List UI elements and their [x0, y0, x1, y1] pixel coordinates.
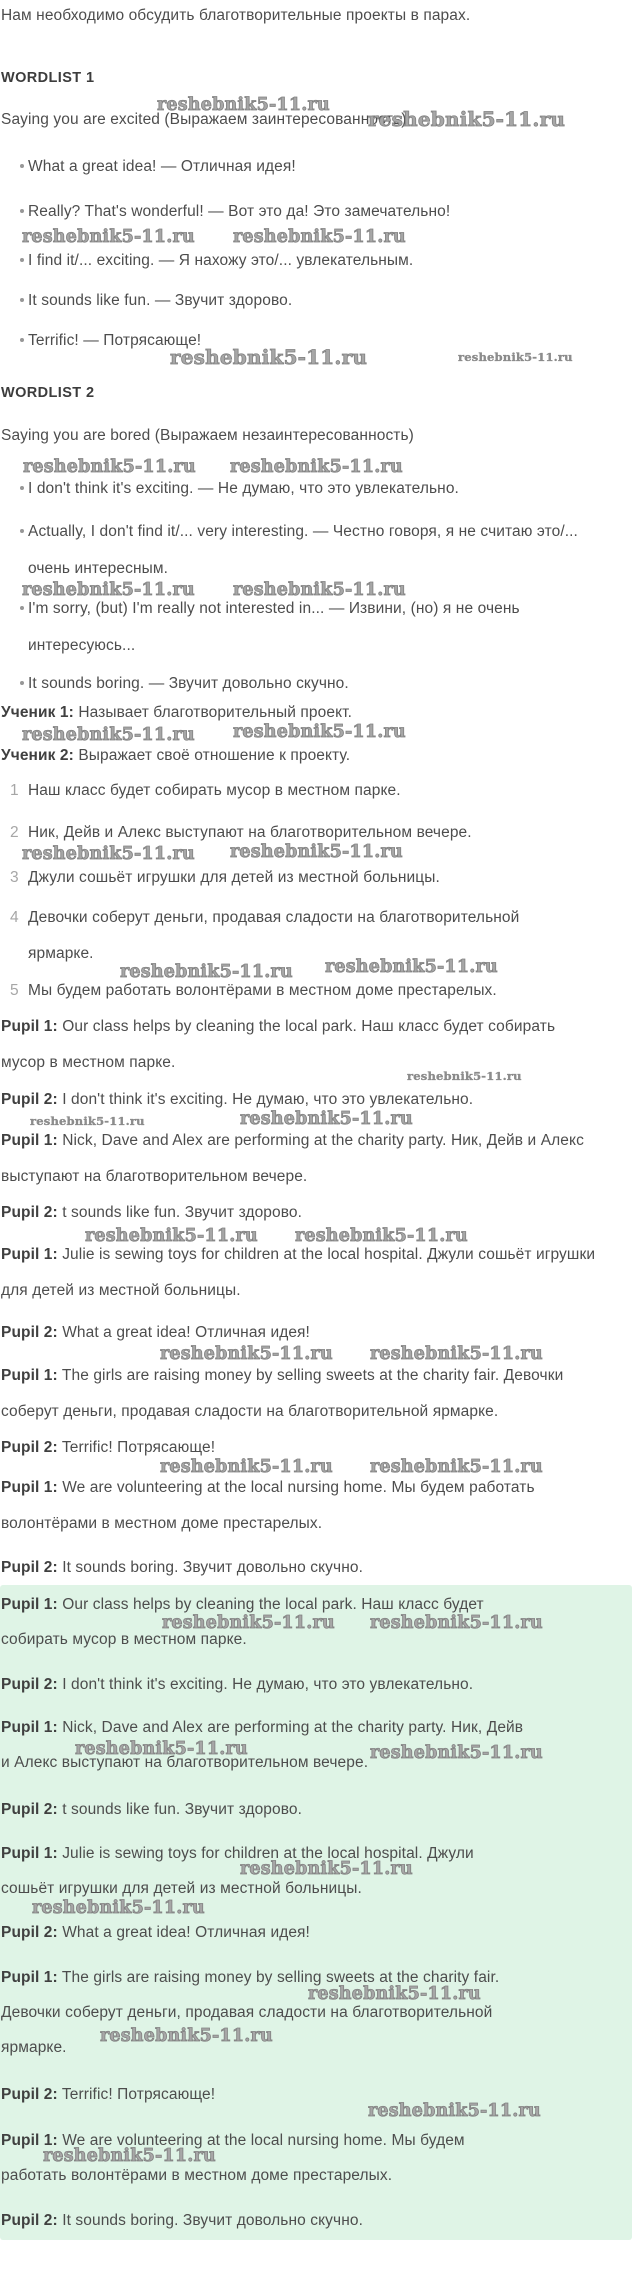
watermark-text: reshebnik5-11.ru: [23, 457, 196, 477]
watermark-text: reshebnik5-11.ru: [30, 1114, 145, 1128]
watermark-text: reshebnik5-11.ru: [170, 345, 368, 369]
dialogue-text: t sounds like fun. Звучит здорово.: [62, 1204, 303, 1221]
answer-text: What a great idea! Отличная идея!: [62, 1924, 310, 1941]
watermark-text: reshebnik5-11.ru: [458, 350, 573, 364]
dialogue-text: Terrific! Потрясающе!: [61, 1439, 216, 1456]
dialogue-line: [1, 1358, 601, 1430]
dialogue-line: [1, 1237, 601, 1309]
wordlist2-subtitle: Saying you are bored (Выражаем незаинтересованность): [1, 427, 414, 444]
watermark-text: reshebnik5-11.ru: [295, 1226, 468, 1246]
dialogue-text: Our class helps by cleaning the local park. Наш класс будет собирать мусор в местном парке.: [1, 1018, 556, 1071]
wordlist1-title: WORDLIST 1: [1, 70, 95, 86]
speaker-label: Pupil 1:: [1, 2132, 58, 2149]
watermark-text: reshebnik5-11.ru: [407, 1069, 522, 1083]
answer-text: Our class helps by cleaning the local park. Наш класс будет собирать мусор в местном парке.: [1, 1596, 484, 1648]
dialogue-text: The girls are raising money by selling sweets at the charity fair. Девочки соберут деньги, продавая сладости на благотворительной ярмарке.: [1, 1367, 564, 1420]
watermark-text: reshebnik5-11.ru: [230, 457, 403, 477]
watermark-text: reshebnik5-11.ru: [22, 580, 195, 600]
answer-line: [1, 2203, 531, 2238]
watermark-text: reshebnik5-11.ru: [370, 1457, 543, 1477]
dialogue-text: Julie is sewing toys for children at the local hospital. Джули сошьёт игрушки для детей из местной больницы.: [1, 1246, 596, 1299]
wordlist-item-text: What a great idea! — Отличная идея!: [28, 158, 296, 175]
watermark-text: reshebnik5-11.ru: [157, 95, 330, 115]
bullet-icon: [20, 486, 24, 490]
dialogue-line: [1, 1550, 601, 1586]
role-text: Называет благотворительный проект.: [78, 704, 353, 721]
speaker-label: Pupil 1:: [1, 1596, 58, 1613]
task-number: 4: [10, 909, 19, 926]
wordlist2-item: [1, 513, 620, 587]
wordlist-item-text: It sounds boring. — Звучит довольно скучно.: [28, 675, 349, 692]
task-text: Мы будем работать волонтёрами в местном доме престарелых.: [28, 982, 497, 999]
watermark-text: reshebnik5-11.ru: [43, 2146, 216, 2166]
bullet-icon: [20, 209, 24, 213]
bullet-icon: [20, 681, 24, 685]
intro-text: Нам необходимо обсудить благотворительные проекты в парах.: [1, 7, 471, 24]
speaker-label: Pupil 1:: [1, 1132, 58, 1149]
watermark-text: reshebnik5-11.ru: [325, 957, 498, 977]
speaker-label: Pupil 2:: [1, 1559, 58, 1576]
speaker-label: Pupil 2:: [1, 1204, 58, 1221]
wordlist-item-text: It sounds like fun. — Звучит здорово.: [28, 292, 293, 309]
speaker-label: Pupil 2:: [1, 2212, 58, 2229]
watermark-text: reshebnik5-11.ru: [233, 227, 406, 247]
dialogue-text: We are volunteering at the local nursing home. Мы будем работать волонтёрами в местном доме престарелых.: [1, 1479, 535, 1532]
watermark-text: reshebnik5-11.ru: [162, 1613, 335, 1633]
wordlist-item-text: I find it/... exciting. — Я нахожу это/... увлекательным.: [28, 252, 414, 269]
speaker-label: Pupil 1:: [1, 1969, 58, 1986]
bullet-icon: [20, 164, 24, 168]
bullet-icon: [20, 338, 24, 342]
answer-text: It sounds boring. Звучит довольно скучно.: [62, 2212, 363, 2229]
answer-text: We are volunteering at the local nursing home. Мы будем работать волонтёрами в местном доме престарелых.: [1, 2132, 465, 2184]
wordlist2-item: [1, 590, 620, 664]
speaker-label: Pupil 2:: [1, 1091, 58, 1108]
dialogue-text: It sounds boring. Звучит довольно скучно.: [62, 1559, 363, 1576]
watermark-text: reshebnik5-11.ru: [368, 2101, 541, 2121]
role-label: Ученик 2:: [1, 747, 74, 764]
wordlist1-item: [1, 242, 620, 279]
task-text: Девочки соберут деньги, продавая сладости на благотворительной ярмарке.: [28, 909, 520, 962]
wordlist2-title: WORDLIST 2: [1, 385, 95, 401]
dialogue-line: [1, 1123, 601, 1195]
watermark-text: reshebnik5-11.ru: [22, 844, 195, 864]
watermark-text: reshebnik5-11.ru: [22, 725, 195, 745]
task-text: Ник, Дейв и Алекс выступают на благотворительном вечере.: [28, 824, 472, 841]
bullet-icon: [20, 258, 24, 262]
speaker-label: Pupil 1:: [1, 1246, 58, 1263]
watermark-text: reshebnik5-11.ru: [100, 2026, 273, 2046]
speaker-label: Pupil 2:: [1, 1924, 58, 1941]
dialogue-text: What a great idea! Отличная идея!: [62, 1324, 310, 1341]
answer-line: [1, 1667, 531, 1702]
watermark-text: reshebnik5-11.ru: [160, 1344, 333, 1364]
wordlist1-item: [1, 148, 620, 185]
answer-text: Terrific! Потрясающе!: [61, 2086, 216, 2103]
bullet-icon: [20, 529, 24, 533]
wordlist-item-text: Really? That's wonderful! — Вот это да! Это замечательно!: [28, 203, 451, 220]
speaker-label: Pupil 1:: [1, 1845, 58, 1862]
speaker-label: Pupil 1:: [1, 1479, 58, 1496]
task-item: [1, 773, 568, 809]
speaker-label: Pupil 1:: [1, 1367, 58, 1384]
task-text: Джули сошьёт игрушки для детей из местной больницы.: [28, 869, 440, 886]
wordlist-item-text: Actually, I don't find it/... very interesting. — Честно говоря, я не считаю это/... очень интересным.: [28, 523, 578, 577]
watermark-text: reshebnik5-11.ru: [370, 1344, 543, 1364]
task-number: 5: [10, 982, 19, 999]
speaker-label: Pupil 1:: [1, 1018, 58, 1035]
wordlist1-subtitle: Saying you are excited (Выражаем заинтересованность): [1, 111, 407, 128]
watermark-text: reshebnik5-11.ru: [75, 1739, 248, 1759]
watermark-text: reshebnik5-11.ru: [230, 842, 403, 862]
speaker-label: Pupil 2:: [1, 2086, 58, 2103]
watermark-text: reshebnik5-11.ru: [368, 107, 566, 131]
bullet-icon: [20, 298, 24, 302]
wordlist-item-text: I don't think it's exciting. — Не думаю, что это увлекательно.: [28, 480, 459, 497]
answer-line: [1, 1960, 531, 2065]
wordlist1-item: [1, 282, 620, 319]
watermark-text: reshebnik5-11.ru: [233, 580, 406, 600]
speaker-label: Pupil 1:: [1, 1719, 58, 1736]
answer-line: [1, 1792, 531, 1827]
watermark-text: reshebnik5-11.ru: [370, 1743, 543, 1763]
watermark-text: reshebnik5-11.ru: [240, 1859, 413, 1879]
watermark-text: reshebnik5-11.ru: [233, 722, 406, 742]
answer-text: t sounds like fun. Звучит здорово.: [62, 1801, 303, 1818]
watermark-text: reshebnik5-11.ru: [22, 227, 195, 247]
answer-text: Nick, Dave and Alex are performing at the charity party. Ник, Дейв и Алекс выступают на благотворительном вечере.: [1, 1719, 524, 1771]
answer-line: [1, 1915, 531, 1950]
dialogue-text: I don't think it's exciting. Не думаю, что это увлекательно.: [62, 1091, 474, 1108]
task-number: 3: [10, 869, 19, 886]
role-text: Выражает своё отношение к проекту.: [78, 747, 351, 764]
answer-text: The girls are raising money by selling sweets at the charity fair. Девочки соберут деньги, продавая сладости на благотворительной ярмарке.: [1, 1969, 500, 2056]
wordlist-item-text: Terrific! — Потрясающе!: [28, 332, 202, 349]
watermark-text: reshebnik5-11.ru: [370, 1613, 543, 1633]
task-text: Наш класс будет собирать мусор в местном парке.: [28, 782, 401, 799]
watermark-text: reshebnik5-11.ru: [85, 1226, 258, 1246]
watermark-text: reshebnik5-11.ru: [308, 1984, 481, 2004]
role-label: Ученик 1:: [1, 704, 74, 721]
task-item: [1, 860, 568, 896]
watermark-text: reshebnik5-11.ru: [120, 962, 293, 982]
watermark-text: reshebnik5-11.ru: [160, 1457, 333, 1477]
dialogue-text: Nick, Dave and Alex are performing at the charity party. Ник, Дейв и Алекс выступают на благотворительном вечере.: [1, 1132, 584, 1185]
watermark-text: reshebnik5-11.ru: [32, 1898, 205, 1918]
dialogue-line: [1, 1470, 601, 1542]
task-number: 2: [10, 824, 19, 841]
speaker-label: Pupil 2:: [1, 1801, 58, 1818]
bullet-icon: [20, 606, 24, 610]
wordlist-item-text: I'm sorry, (but) I'm really not interested in... — Извини, (но) я не очень интересуюсь...: [28, 600, 520, 654]
answer-text: Julie is sewing toys for children at the local hospital. Джули сошьёт игрушки для детей из местной больницы.: [1, 1845, 474, 1897]
task-number: 1: [10, 782, 19, 799]
answer-text: I don't think it's exciting. Не думаю, что это увлекательно.: [62, 1676, 474, 1693]
watermark-text: reshebnik5-11.ru: [240, 1109, 413, 1129]
wordlist1-item: [1, 193, 620, 230]
speaker-label: Pupil 2:: [1, 1324, 58, 1341]
speaker-label: Pupil 2:: [1, 1439, 58, 1456]
speaker-label: Pupil 2:: [1, 1676, 58, 1693]
